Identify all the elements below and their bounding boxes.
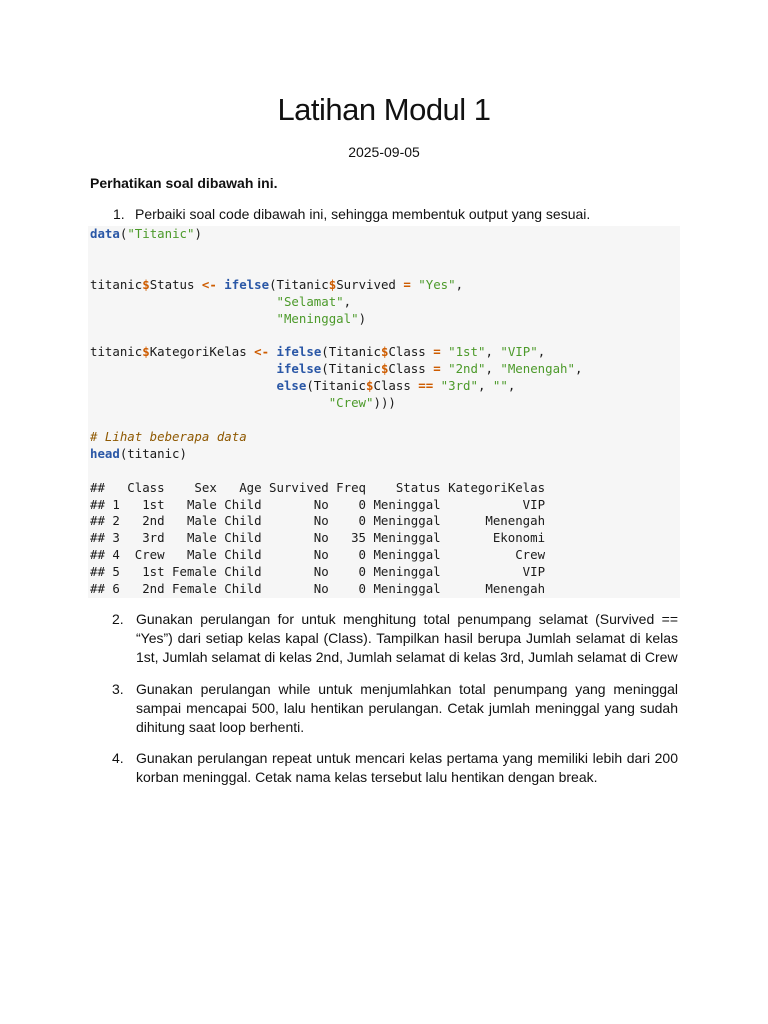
task-number: 3. [112, 680, 124, 697]
code-line: "Selamat", [276, 293, 352, 309]
code-line: titanic$KategoriKelas <- ifelse(Titanic$Class = "1st", "VIP", [90, 344, 546, 360]
code-block [88, 226, 680, 598]
output-line: ## 2 2nd Male Child No 0 Meninggal Menengah [90, 513, 546, 529]
code-line: titanic$Status <- ifelse(Titanic$Survived = "Yes", [90, 276, 464, 292]
document-date: 2025-09-05 [348, 144, 420, 160]
task-text: Gunakan perulangan while untuk menjumlahkan total penumpang yang meninggal sampai mencapai 500, lalu hentikan perulangan. Cetak jumlah meninggal yang sudah dihitung saat loop berhenti. [136, 680, 678, 736]
task-text: Gunakan perulangan for untuk menghitung total penumpang selamat (Survived == “Yes”) dari setiap kelas kapal (Class). Tampilkan hasil berupa Jumlah selamat di kelas 1st, Jumlah selamat di kelas 2nd, Jumlah selamat di kelas 3rd, Jumlah selamat di Crew [136, 611, 678, 666]
task-list [90, 610, 678, 800]
code-line: "Crew"))) [328, 395, 396, 411]
code-line: head(titanic) [90, 445, 187, 461]
task-item-4 [90, 749, 678, 787]
code-line: data("Titanic") [90, 226, 202, 241]
code-line: else(Titanic$Class == "3rd", "", [276, 378, 516, 394]
output-line: ## 5 1st Female Child No 0 Meninggal VIP [90, 564, 546, 580]
task-item-1 [113, 206, 683, 222]
output-line: ## Class Sex Age Survived Freq Status KategoriKelas [90, 479, 546, 495]
task-number: 1. [113, 206, 125, 222]
code-line: # Lihat beberapa data [90, 428, 247, 444]
code-listing [90, 226, 582, 598]
task-number: 4. [112, 750, 124, 767]
output-line: ## 4 Crew Male Child No 0 Meninggal Crew [90, 547, 546, 563]
task-text: Perbaiki soal code dibawah ini, sehingga membentuk output yang sesuai. [135, 206, 591, 222]
task-number: 2. [112, 611, 124, 627]
task-item-2 [90, 610, 678, 668]
task-item-3 [90, 680, 678, 738]
output-line: ## 3 3rd Male Child No 35 Meninggal Ekonomi [90, 530, 546, 546]
output-line: ## 1 1st Male Child No 0 Meninggal VIP [90, 496, 546, 512]
intro-text: Perhatikan soal dibawah ini. [90, 175, 278, 191]
output-line: ## 6 2nd Female Child No 0 Meninggal Menengah [90, 581, 546, 597]
task-text: Gunakan perulangan repeat untuk mencari kelas pertama yang memiliki lebih dari 200 korban meninggal. Cetak nama kelas tersebut lalu hentikan dengan break. [136, 750, 678, 786]
code-line: "Meninggal") [276, 310, 367, 326]
code-line: ifelse(Titanic$Class = "2nd", "Menengah", [276, 361, 583, 377]
document-title: Latihan Modul 1 [277, 92, 491, 127]
